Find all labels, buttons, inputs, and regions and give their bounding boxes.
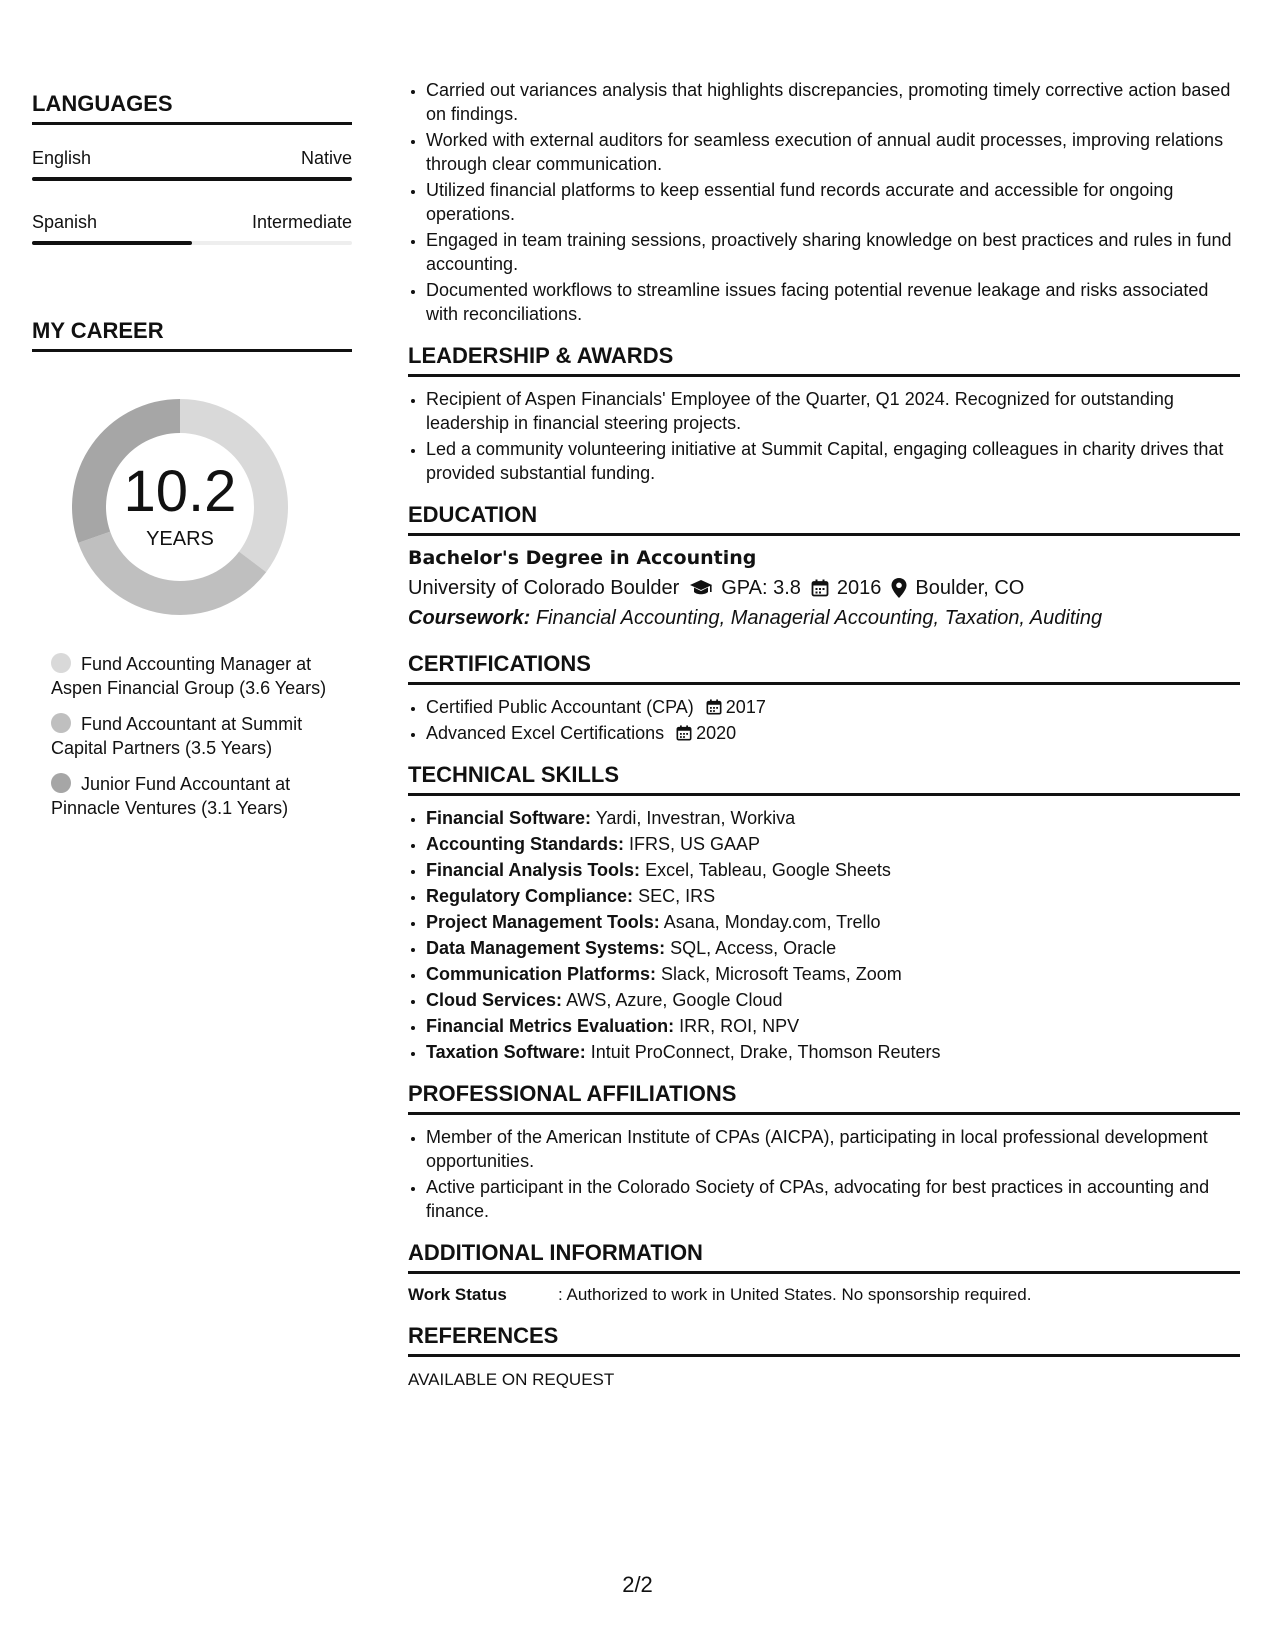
skill-value: Asana, Monday.com, Trello xyxy=(663,912,881,932)
calendar-icon xyxy=(676,725,692,741)
education-heading: EDUCATION xyxy=(408,503,1240,536)
language-proficiency-bar xyxy=(32,241,352,245)
skill-item xyxy=(426,832,1240,856)
references-text: AVAILABLE ON REQUEST xyxy=(408,1370,615,1389)
leadership-heading: LEADERSHIP & AWARDS xyxy=(408,344,1240,377)
skill-item xyxy=(426,1014,1240,1038)
calendar-icon xyxy=(706,699,722,715)
skill-item xyxy=(426,962,1240,986)
legend-swatch xyxy=(51,773,71,793)
school-location: Boulder, CO xyxy=(915,577,1025,599)
graduation-year: 2016 xyxy=(836,577,882,599)
experience-bullet: • Utilized financial platforms to keep essential fund records accurate and accessible for ongoing operations. xyxy=(426,178,1240,226)
degree-title: Bachelor's Degree in Accounting xyxy=(408,547,757,569)
experience-bullet: • Documented workflows to streamline issues facing potential revenue leakage and risks associated with reconciliations. xyxy=(426,278,1240,326)
career-total-unit: YEARS xyxy=(146,528,214,550)
skill-value: IRR, ROI, NPV xyxy=(679,1016,800,1036)
languages-heading: LANGUAGES xyxy=(32,92,352,125)
skill-label: Financial Software: xyxy=(426,808,592,828)
skill-item xyxy=(426,1040,1240,1064)
certification-name: • Advanced Excel Certifications xyxy=(426,723,665,743)
skill-label: Accounting Standards: xyxy=(426,834,625,854)
language-level: Native xyxy=(300,148,352,168)
skill-label: Financial Analysis Tools: xyxy=(426,860,641,880)
language-name: English xyxy=(32,148,92,168)
affiliations-list xyxy=(408,1125,1240,1223)
skill-item xyxy=(426,884,1240,908)
experience-bullet: • Engaged in team training sessions, proactively sharing knowledge on best practices and rules in fund accounting. xyxy=(426,228,1240,276)
skill-label: Financial Metrics Evaluation: xyxy=(426,1016,675,1036)
skill-label: Cloud Services: xyxy=(426,990,563,1010)
language-proficiency-fill xyxy=(32,241,192,245)
technical-skills-list xyxy=(408,806,1240,1064)
affiliation-item: • Active participant in the Colorado Society of CPAs, advocating for best practices in accounting and finance. xyxy=(426,1175,1240,1223)
career-legend-item xyxy=(32,652,331,700)
skill-item xyxy=(426,936,1240,960)
work-status-label: Work Status xyxy=(408,1285,507,1304)
language-level: Intermediate xyxy=(251,212,352,232)
coursework-label: Coursework: xyxy=(408,607,531,629)
career-legend-item xyxy=(32,772,331,820)
leadership-item: • Led a community volunteering initiative at Summit Capital, engaging colleagues in charity drives that provided substantial funding. xyxy=(426,437,1240,485)
skill-label: Taxation Software: xyxy=(426,1042,586,1062)
affiliation-item: • Member of the American Institute of CPAs (AICPA), participating in local professional development opportunities. xyxy=(426,1125,1240,1173)
skill-item xyxy=(426,858,1240,882)
career-legend xyxy=(32,652,352,820)
language-proficiency-bar xyxy=(32,177,352,181)
skill-value: SEC, IRS xyxy=(638,886,716,906)
skill-item xyxy=(426,988,1240,1012)
language-english xyxy=(32,147,352,181)
skill-value: SQL, Access, Oracle xyxy=(670,938,837,958)
school-name: University of Colorado Boulder xyxy=(408,577,680,599)
leadership-list xyxy=(408,387,1240,485)
graduation-cap-icon xyxy=(689,579,713,597)
career-heading: MY CAREER xyxy=(32,319,352,352)
skill-label: Communication Platforms: xyxy=(426,964,657,984)
certification-item xyxy=(426,721,1240,745)
calendar-icon xyxy=(811,579,829,597)
additional-info-heading: ADDITIONAL INFORMATION xyxy=(408,1241,1240,1274)
certifications-list xyxy=(408,695,1240,745)
map-pin-icon xyxy=(891,578,907,598)
page-number: 2/2 xyxy=(622,1572,653,1597)
references-heading: REFERENCES xyxy=(408,1324,1240,1357)
skill-label: Data Management Systems: xyxy=(426,938,666,958)
coursework-list: Financial Accounting, Managerial Accounting, Taxation, Auditing xyxy=(535,607,1103,629)
legend-swatch xyxy=(51,653,71,673)
language-name: Spanish xyxy=(32,212,98,232)
leadership-item: • Recipient of Aspen Financials' Employee of the Quarter, Q1 2024. Recognized for outstanding leadership in financial steering projects. xyxy=(426,387,1240,435)
work-status-row xyxy=(408,1284,1240,1306)
certifications-heading: CERTIFICATIONS xyxy=(408,652,1240,685)
career-total-years: 10.2 xyxy=(123,459,237,524)
career-role-label: Fund Accountant at Summit Capital Partners (3.5 Years) xyxy=(51,714,303,758)
left-column xyxy=(32,92,352,832)
work-status-value: : Authorized to work in United States. No sponsorship required. xyxy=(558,1285,1032,1304)
skill-label: Regulatory Compliance: xyxy=(426,886,634,906)
experience-bullet: • Carried out variances analysis that highlights discrepancies, promoting timely corrective action based on findings. xyxy=(426,78,1240,126)
career-role-label: Junior Fund Accountant at Pinnacle Ventures (3.1 Years) xyxy=(51,774,291,818)
gpa: GPA: 3.8 xyxy=(721,577,801,599)
skill-value: Yardi, Investran, Workiva xyxy=(595,808,796,828)
skill-value: Slack, Microsoft Teams, Zoom xyxy=(661,964,902,984)
experience-bullets xyxy=(408,78,1240,326)
certification-item xyxy=(426,695,1240,719)
legend-swatch xyxy=(51,713,71,733)
education-entry xyxy=(408,546,1240,632)
skill-value: Intuit ProConnect, Drake, Thomson Reuters xyxy=(590,1042,941,1062)
skill-value: AWS, Azure, Google Cloud xyxy=(566,990,783,1010)
skill-item xyxy=(426,806,1240,830)
right-column xyxy=(408,78,1240,1391)
career-legend-item xyxy=(32,712,331,760)
certification-year: 2020 xyxy=(696,723,737,743)
career-donut-chart xyxy=(65,392,295,622)
language-proficiency-fill xyxy=(32,177,352,181)
certification-name: • Certified Public Accountant (CPA) xyxy=(426,697,694,717)
skill-label: Project Management Tools: xyxy=(426,912,660,932)
technical-skills-heading: TECHNICAL SKILLS xyxy=(408,763,1240,796)
affiliations-heading: PROFESSIONAL AFFILIATIONS xyxy=(408,1082,1240,1115)
skill-value: Excel, Tableau, Google Sheets xyxy=(645,860,891,880)
career-role-label: Fund Accounting Manager at Aspen Financial Group (3.6 Years) xyxy=(51,654,327,698)
skill-value: IFRS, US GAAP xyxy=(629,834,761,854)
experience-bullet: • Worked with external auditors for seamless execution of annual audit processes, improving relations through clear communication. xyxy=(426,128,1240,176)
language-spanish xyxy=(32,211,352,245)
skill-item xyxy=(426,910,1240,934)
certification-year: 2017 xyxy=(725,697,766,717)
